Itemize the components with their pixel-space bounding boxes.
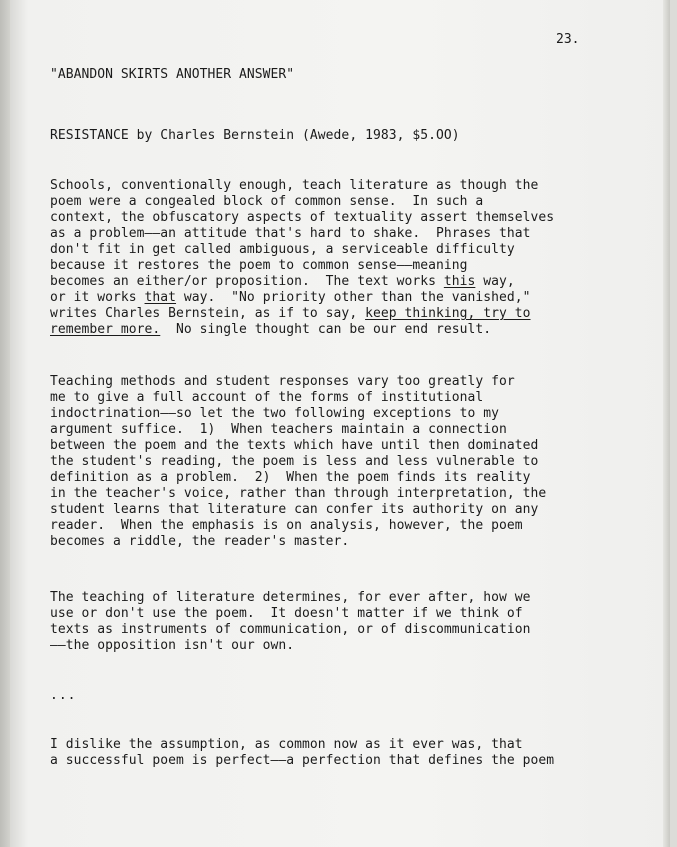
book-gutter (0, 0, 10, 847)
review-heading: RESISTANCE by Charles Bernstein (Awede, 1983, $5.OO) (50, 128, 460, 143)
p2-line: in the teacher's voice, rather than through interpretation, the (50, 486, 547, 501)
p2-line: Teaching methods and student responses vary too greatly for (50, 374, 515, 389)
underlined-phrase: that (144, 290, 177, 305)
article-title: "ABANDON SKIRTS ANOTHER ANSWER" (50, 67, 295, 82)
p3-line: texts as instruments of communication, or of discommunication (50, 622, 531, 637)
underlined-phrase: remember more. (50, 322, 161, 337)
p1-line: as a problem——an attitude that's hard to shake. Phrases that (50, 226, 531, 241)
p1-line: don't fit in get called ambiguous, a serviceable difficulty (50, 242, 515, 257)
p2-line: student learns that literature can confer its authority on any (50, 502, 539, 517)
p4-line: I dislike the assumption, as common now as it ever was, that (50, 737, 523, 752)
p2-line: becomes a riddle, the reader's master. (50, 534, 350, 549)
p1-line: context, the obfuscatory aspects of textuality assert themselves (50, 210, 555, 225)
p3-line: use or don't use the poem. It doesn't matter if we think of (50, 606, 523, 621)
p2-line: reader. When the emphasis is on analysis, however, the poem (50, 518, 523, 533)
p4-line: a successful poem is perfect——a perfection that defines the poem (50, 753, 555, 768)
p3-line: The teaching of literature determines, for ever after, how we (50, 590, 531, 605)
p2-line: indoctrination——so let the two following exceptions to my (50, 406, 499, 421)
page-edge (663, 0, 670, 847)
p1-line: writes Charles Bernstein, as if to say, keep thinking, try to (50, 306, 531, 321)
p2-line: the student's reading, the poem is less and less vulnerable to (50, 454, 539, 469)
section-break: ... (50, 688, 77, 703)
p3-line: ——the opposition isn't our own. (50, 638, 295, 653)
p2-line: definition as a problem. 2) When the poem finds its reality (50, 470, 531, 485)
p1-line: remember more. No single thought can be our end result. (50, 322, 492, 337)
p1-line: poem were a congealed block of common sense. In such a (50, 194, 484, 209)
p2-line: argument suffice. 1) When teachers maintain a connection (50, 422, 507, 437)
p1-line: or it works that way. "No priority other than the vanished," (50, 290, 531, 305)
page-number: 23. (556, 32, 580, 47)
p1-line: becomes an either/or proposition. The text works this way, (50, 274, 515, 289)
p2-line: me to give a full account of the forms of institutional (50, 390, 484, 405)
underlined-phrase: this (443, 274, 476, 289)
document-page (10, 0, 670, 847)
p1-line: because it restores the poem to common sense——meaning (50, 258, 468, 273)
p2-line: between the poem and the texts which have until then dominated (50, 438, 539, 453)
p1-line: Schools, conventionally enough, teach literature as though the (50, 178, 539, 193)
underlined-phrase: keep thinking, try to (365, 306, 531, 321)
